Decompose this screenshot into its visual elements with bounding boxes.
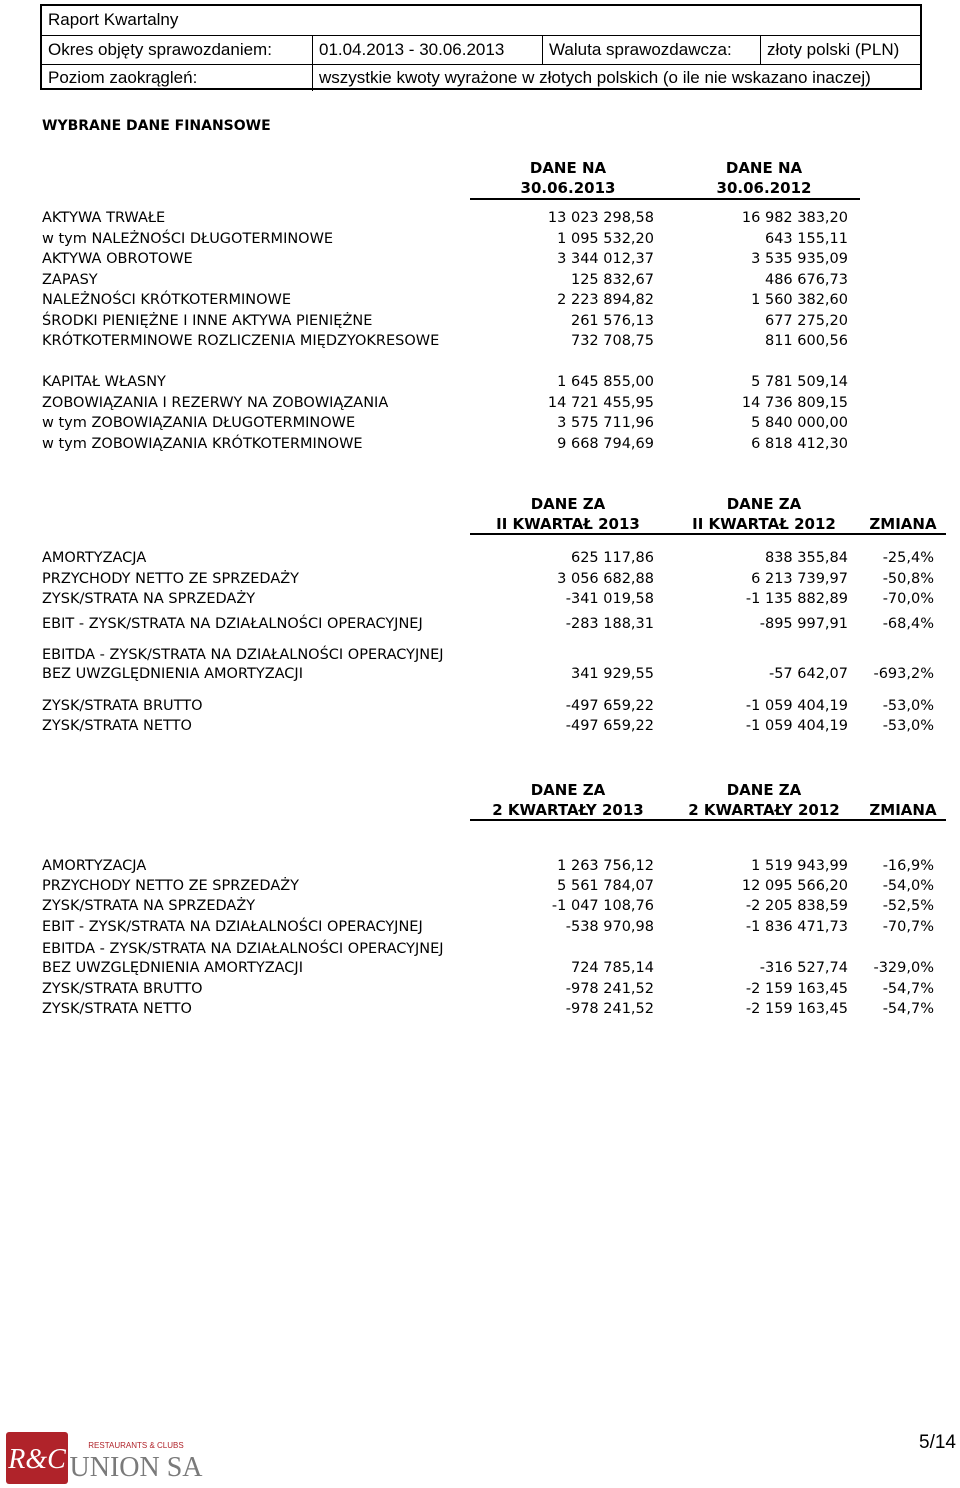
row-label: ZYSK/STRATA NETTO <box>42 718 192 734</box>
table-row <box>0 664 960 684</box>
period-value: 01.04.2013 - 30.06.2013 <box>312 36 504 64</box>
quarter-col1-header <box>470 494 666 534</box>
row-value-change: -54,7% <box>882 981 934 997</box>
row-value-previous: 486 676,73 <box>764 272 848 288</box>
row-value-previous: -1 059 404,19 <box>745 718 848 734</box>
balance-col2-line2: 30.06.2012 <box>716 179 812 197</box>
header-title-row <box>42 6 920 34</box>
row-value-current: 1 645 855,00 <box>557 374 654 390</box>
halfyear-change-header: ZMIANA <box>869 801 937 819</box>
logo-monogram: R&C <box>8 1444 66 1475</box>
table-row <box>0 372 960 392</box>
row-value-current: 732 708,75 <box>570 333 654 349</box>
report-header <box>40 4 922 90</box>
row-value-current: 125 832,67 <box>570 272 654 288</box>
row-value-change: -53,0% <box>882 718 934 734</box>
row-label: ZYSK/STRATA BRUTTO <box>42 981 203 997</box>
row-label: EBITDA - ZYSK/STRATA NA DZIAŁALNOŚCI OPERACYJNEJ <box>42 941 444 957</box>
row-value-current: 625 117,86 <box>570 550 654 566</box>
rounding-label: Poziom zaokrągleń: <box>48 68 198 87</box>
header-period-row <box>42 35 920 64</box>
row-value-previous: -1 836 471,73 <box>745 919 848 935</box>
row-value-current: 724 785,14 <box>570 960 654 976</box>
row-value-current: 3 056 682,88 <box>557 571 654 587</box>
table-row <box>0 876 960 896</box>
row-label: ZYSK/STRATA NA SPRZEDAŻY <box>42 591 256 607</box>
balance-col2-header <box>666 158 862 198</box>
row-value-previous: 643 155,11 <box>764 231 848 247</box>
row-value-previous: 6 818 412,30 <box>751 436 848 452</box>
row-value-current: -497 659,22 <box>565 718 654 734</box>
row-value-current: 341 929,55 <box>570 666 654 682</box>
row-value-previous: -1 059 404,19 <box>745 698 848 714</box>
table-row <box>0 290 960 310</box>
row-label: ZYSK/STRATA NETTO <box>42 1001 192 1017</box>
company-logo <box>4 1430 204 1486</box>
row-value-current: -978 241,52 <box>565 981 654 997</box>
balance-col1-line1: DANE NA <box>529 159 607 177</box>
row-label: ZOBOWIĄZANIA I REZERWY NA ZOBOWIĄZANIA <box>42 395 389 411</box>
row-value-current: 261 576,13 <box>570 313 654 329</box>
row-value-current: -538 970,98 <box>565 919 654 935</box>
row-value-previous: 838 355,84 <box>764 550 848 566</box>
row-value-current: 9 668 794,69 <box>557 436 654 452</box>
halfyear-col2-line1: DANE ZA <box>726 781 802 799</box>
row-label: NALEŻNOŚCI KRÓTKOTERMINOWE <box>42 292 292 308</box>
row-value-current: 3 344 012,37 <box>557 251 654 267</box>
row-value-current: 1 263 756,12 <box>557 858 654 874</box>
halfyear-col2-line2: 2 KWARTAŁY 2012 <box>688 801 840 819</box>
table-row <box>0 999 960 1019</box>
row-value-previous: 811 600,56 <box>764 333 848 349</box>
row-value-current: -341 019,58 <box>565 591 654 607</box>
halfyear-header-underline <box>470 819 946 821</box>
table-row <box>0 208 960 228</box>
table-row <box>0 270 960 290</box>
row-value-previous: 5 781 509,14 <box>751 374 848 390</box>
row-value-previous: 14 736 809,15 <box>741 395 848 411</box>
quarter-col2-line1: DANE ZA <box>726 495 802 513</box>
balance-header-underline <box>470 198 860 200</box>
table-row <box>0 614 960 634</box>
row-value-previous: 16 982 383,20 <box>741 210 848 226</box>
currency-value: złoty polski (PLN) <box>760 36 899 64</box>
row-value-previous: 6 213 739,97 <box>751 571 848 587</box>
table-row <box>0 696 960 716</box>
row-label: ZYSK/STRATA BRUTTO <box>42 698 203 714</box>
quarter-header-underline <box>470 533 946 535</box>
row-value-current: -497 659,22 <box>565 698 654 714</box>
table-row <box>0 917 960 937</box>
row-value-change: -329,0% <box>873 960 934 976</box>
row-value-current: 14 721 455,95 <box>547 395 654 411</box>
row-value-current: 2 223 894,82 <box>557 292 654 308</box>
row-value-previous: -1 135 882,89 <box>745 591 848 607</box>
row-label: BEZ UWZGLĘDNIENIA AMORTYZACJI <box>42 960 303 976</box>
quarter-change-header: ZMIANA <box>869 515 937 533</box>
table-row <box>0 413 960 433</box>
row-value-current: -283 188,31 <box>565 616 654 632</box>
row-value-previous: 1 519 943,99 <box>751 858 848 874</box>
row-value-change: -70,0% <box>882 591 934 607</box>
row-value-current: 3 575 711,96 <box>557 415 654 431</box>
table-row <box>0 434 960 454</box>
balance-col2-line1: DANE NA <box>725 159 803 177</box>
quarter-col1-line1: DANE ZA <box>530 495 606 513</box>
table-row <box>0 979 960 999</box>
row-label: EBITDA - ZYSK/STRATA NA DZIAŁALNOŚCI OPERACYJNEJ <box>42 647 444 663</box>
row-value-current: 13 023 298,58 <box>547 210 654 226</box>
section-title: WYBRANE DANE FINANSOWE <box>42 118 271 134</box>
row-label: AKTYWA TRWAŁE <box>42 210 166 226</box>
table-row <box>0 393 960 413</box>
row-value-previous: -57 642,07 <box>768 666 848 682</box>
row-label: AMORTYZACJA <box>42 858 147 874</box>
row-value-current: -1 047 108,76 <box>551 898 654 914</box>
table-row <box>0 856 960 876</box>
quarter-col2-line2: II KWARTAŁ 2012 <box>692 515 836 533</box>
row-value-previous: 677 275,20 <box>764 313 848 329</box>
row-label: KRÓTKOTERMINOWE ROZLICZENIA MIĘDZYOKRESOWE <box>42 333 440 349</box>
row-label: ŚRODKI PIENIĘŻNE I INNE AKTYWA PIENIĘŻNE <box>42 313 373 329</box>
table-row <box>0 331 960 351</box>
table-row <box>0 311 960 331</box>
row-value-previous: 3 535 935,09 <box>751 251 848 267</box>
report-title: Raport Kwartalny <box>48 10 179 29</box>
row-label: AMORTYZACJA <box>42 550 147 566</box>
halfyear-col1-line2: 2 KWARTAŁY 2013 <box>492 801 644 819</box>
row-label: EBIT - ZYSK/STRATA NA DZIAŁALNOŚCI OPERACYJNEJ <box>42 616 423 632</box>
table-row <box>0 229 960 249</box>
row-label: ZAPASY <box>42 272 98 288</box>
table-row <box>0 939 960 959</box>
row-value-change: -54,7% <box>882 1001 934 1017</box>
row-label: w tym ZOBOWIĄZANIA DŁUGOTERMINOWE <box>42 415 356 431</box>
row-value-previous: -2 159 163,45 <box>745 1001 848 1017</box>
halfyear-col2-header <box>666 780 862 820</box>
period-label: Okres objęty sprawozdaniem: <box>48 40 272 59</box>
table-row <box>0 896 960 916</box>
balance-col1-line2: 30.06.2013 <box>520 179 616 197</box>
header-rounding-row <box>42 64 920 91</box>
rounding-value: wszystkie kwoty wyrażone w złotych polskich (o ile nie wskazano inaczej) <box>312 65 871 91</box>
quarter-col2-header <box>666 494 862 534</box>
table-row <box>0 548 960 568</box>
row-value-change: -25,4% <box>882 550 934 566</box>
row-label: w tym ZOBOWIĄZANIA KRÓTKOTERMINOWE <box>42 436 363 452</box>
row-value-previous: -316 527,74 <box>759 960 848 976</box>
balance-col1-header <box>470 158 666 198</box>
row-value-change: -68,4% <box>882 616 934 632</box>
page-number: 5/14 <box>919 1432 956 1453</box>
halfyear-col1-line1: DANE ZA <box>530 781 606 799</box>
table-row <box>0 589 960 609</box>
row-label: PRZYCHODY NETTO ZE SPRZEDAŻY <box>42 878 300 894</box>
row-label: KAPITAŁ WŁASNY <box>42 374 166 390</box>
table-row <box>0 716 960 736</box>
row-value-previous: -895 997,91 <box>759 616 848 632</box>
table-row <box>0 958 960 978</box>
quarter-col1-line2: II KWARTAŁ 2013 <box>496 515 640 533</box>
row-value-previous: 5 840 000,00 <box>751 415 848 431</box>
table-row <box>0 569 960 589</box>
row-value-previous: -2 205 838,59 <box>745 898 848 914</box>
row-label: AKTYWA OBROTOWE <box>42 251 193 267</box>
row-value-change: -53,0% <box>882 698 934 714</box>
row-value-change: -16,9% <box>882 858 934 874</box>
currency-label: Waluta sprawozdawcza: <box>542 36 732 64</box>
logo-tagline: RESTAURANTS & CLUBS <box>88 1441 184 1450</box>
row-value-previous: 1 560 382,60 <box>751 292 848 308</box>
row-value-previous: 12 095 566,20 <box>741 878 848 894</box>
row-label: EBIT - ZYSK/STRATA NA DZIAŁALNOŚCI OPERACYJNEJ <box>42 919 423 935</box>
row-value-current: 5 561 784,07 <box>557 878 654 894</box>
row-value-change: -54,0% <box>882 878 934 894</box>
row-label: PRZYCHODY NETTO ZE SPRZEDAŻY <box>42 571 300 587</box>
row-label: BEZ UWZGLĘDNIENIA AMORTYZACJI <box>42 666 303 682</box>
row-label: ZYSK/STRATA NA SPRZEDAŻY <box>42 898 256 914</box>
logo-wordmark: UNION SA <box>69 1452 203 1483</box>
halfyear-col1-header <box>470 780 666 820</box>
row-value-previous: -2 159 163,45 <box>745 981 848 997</box>
row-value-current: -978 241,52 <box>565 1001 654 1017</box>
table-row <box>0 249 960 269</box>
row-value-change: -52,5% <box>882 898 934 914</box>
row-value-change: -50,8% <box>882 571 934 587</box>
row-label: w tym NALEŻNOŚCI DŁUGOTERMINOWE <box>42 231 334 247</box>
row-value-current: 1 095 532,20 <box>557 231 654 247</box>
row-value-change: -70,7% <box>882 919 934 935</box>
table-row <box>0 645 960 665</box>
row-value-change: -693,2% <box>873 666 934 682</box>
